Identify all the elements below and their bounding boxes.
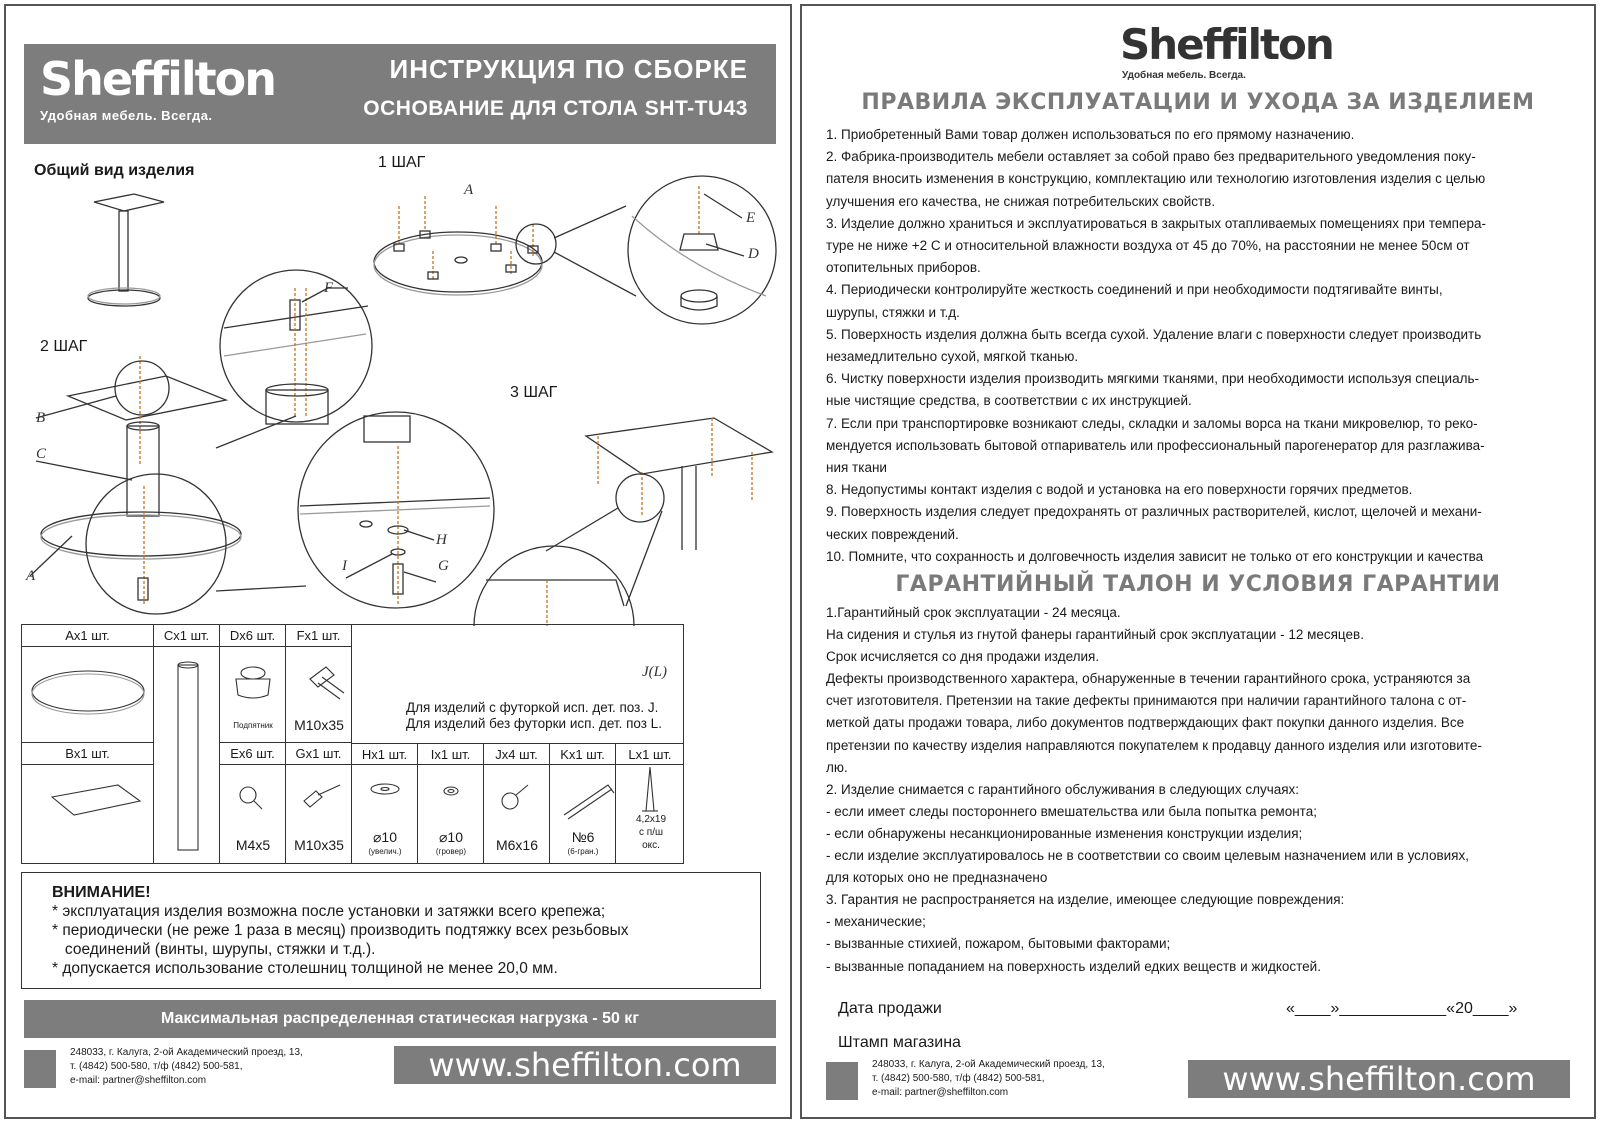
max-load-banner: Максимальная распределенная статическая нагрузка - 50 кг bbox=[24, 1000, 776, 1038]
rule-5: 5. Поверхность изделия должна быть всегда сухой. Удаление влаги с поверхности следует производить незамедлительно сухой, мягкой тканью. bbox=[826, 326, 1482, 365]
part-d-header: Dx6 шт. bbox=[220, 625, 286, 647]
warning-title: ВНИМАНИЕ! bbox=[52, 884, 151, 901]
part-k-size: №6 bbox=[571, 829, 595, 845]
futorka-note bbox=[406, 700, 662, 732]
rule-8: 8. Недопустимы контакт изделия с водой и установка на его поверхности горячих предметов. bbox=[826, 482, 1413, 498]
rules-list bbox=[826, 124, 1566, 568]
parts-pictures bbox=[22, 625, 685, 865]
step3-magnifier-icon bbox=[474, 546, 634, 626]
warranty-item-6: - если имеет следы постороннего вмешательства или была попытка ремонта; bbox=[826, 803, 1317, 819]
part-l-size: 4,2x19 с п/ш окс. bbox=[635, 814, 667, 851]
warranty-item-1: 1.Гарантийный срок эксплуатации - 24 месяца. bbox=[826, 605, 1121, 620]
sale-date-field[interactable]: «____»____________«20____» bbox=[1286, 1000, 1518, 1017]
step-1-label: 1 ШАГ bbox=[378, 154, 426, 171]
warranty-item-9: 3. Гарантия не распространяется на изделие, имеющее следующие повреждения: bbox=[826, 892, 1345, 908]
part-f-size: M10x35 bbox=[294, 717, 344, 733]
warranty-item-12: - вызванные попаданием на поверхность изделий едких веществ и жидкостей. bbox=[826, 958, 1321, 974]
part-e-header: Ex6 шт. bbox=[220, 743, 286, 765]
callout-a-step2: A bbox=[26, 568, 36, 584]
address-line-1-right: 248033, г. Калуга, 2-ой Академический проезд, 13, bbox=[872, 1059, 1105, 1070]
callout-g: G bbox=[438, 558, 449, 574]
callout-h: H bbox=[436, 532, 447, 548]
sale-date-label: Дата продажи bbox=[838, 1000, 942, 1017]
part-c-header: Cx1 шт. bbox=[154, 625, 220, 647]
warranty-item-5: 2. Изделие снимается с гарантийного обслуживания в следующих случаях: bbox=[826, 781, 1300, 797]
step2-detail-magnifier-icon bbox=[298, 412, 494, 608]
rules-title: ПРАВИЛА ЭКСПЛУАТАЦИИ И УХОДА ЗА ИЗДЕЛИЕМ bbox=[861, 90, 1535, 115]
address-line-3-right: e-mail: partner@sheffilton.com bbox=[872, 1087, 1009, 1098]
rule-6: 6. Чистку поверхности изделия производить мягкими тканями, при необходимости используя специаль- ные чистящие средства, в соответствии с их инструкцией. bbox=[826, 371, 1480, 409]
rule-2: 2. Фабрика-производитель мебели оставляет за собой право без предварительного уведомления поку- пателя вносить изменения в конструкцию, комплектацию или технологию изготовления изделия с целью улучшения его качества, не снижая потребительских свойств. bbox=[826, 149, 1486, 209]
address-line-1: 248033, г. Калуга, 2-ой Академический проезд, 13, bbox=[70, 1047, 303, 1058]
part-f-icon bbox=[310, 667, 344, 699]
callout-f: F bbox=[324, 280, 334, 296]
warranty-item-7: - если обнаружены несанкционированные изменения конструкции изделия; bbox=[826, 825, 1303, 841]
rule-10: 10. Помните, что сохранность и долговечность изделия зависит не только от его конструкции и качества bbox=[826, 548, 1484, 564]
warning-line-3: соединений (винты, шурупы, стяжки и т.д.). bbox=[52, 941, 376, 958]
part-g-icon bbox=[304, 785, 340, 807]
part-e-icon bbox=[240, 787, 262, 809]
stamp-label: Штамп магазина bbox=[838, 1034, 961, 1051]
part-k-note: (6-гран.) bbox=[567, 847, 599, 856]
part-l-header: Lx1 шт. bbox=[616, 743, 684, 765]
part-i-icon bbox=[444, 787, 458, 795]
part-h-header: Hx1 шт. bbox=[352, 743, 418, 765]
rule-1: 1. Приобретенный Вами товар должен использоваться по его прямому назначению. bbox=[826, 127, 1355, 142]
warranty-item-10: - механические; bbox=[826, 914, 926, 930]
part-g-size: M10x35 bbox=[294, 837, 344, 853]
general-view-icon bbox=[88, 194, 164, 306]
part-c-icon bbox=[178, 662, 198, 850]
part-i-note: (гровер) bbox=[435, 847, 467, 856]
part-b-icon bbox=[52, 785, 140, 815]
brand-logo-right: Sheffilton bbox=[1120, 20, 1333, 69]
rule-4: 4. Периодически контролируйте жесткость соединений и при необходимости подтягивайте винты, шурупы, стяжки и т.д. bbox=[826, 282, 1443, 320]
brand-tagline: Удобная мебель. Всегда. bbox=[40, 108, 213, 123]
warning-line-1: * эксплуатация изделия возможна после установки и затяжки всего крепежа; bbox=[52, 903, 606, 920]
callout-c: C bbox=[36, 446, 47, 462]
assembly-drawings bbox=[6, 6, 794, 626]
part-d-icon bbox=[236, 667, 270, 698]
step1-base-plate-icon bbox=[374, 196, 636, 296]
warning-line-4: * допускается использование столешниц толщиной не менее 20,0 мм. bbox=[52, 960, 558, 977]
part-l-icon bbox=[642, 767, 658, 811]
part-a-icon bbox=[32, 671, 144, 714]
warranty-item-4: Дефекты производственного характера, обнаруженные в течении гарантийного срока, устраняются за счет изготовителя. Претензии на такие дефекты принимаются при наличии гарантийного талона с от- меткой даты продажи товара, либо документов подтверждающих факт покупки данного изделия. Все претензии по качеству изделия направляются покупателем к продавцу данного изделия или изготовите- лю. bbox=[826, 671, 1482, 775]
footer-address-right bbox=[872, 1058, 1105, 1100]
step2-base-icon bbox=[30, 416, 306, 614]
parts-table bbox=[21, 624, 684, 864]
brand-tagline-right: Удобная мебель. Всегда. bbox=[1122, 70, 1246, 81]
part-a-header: Ax1 шт. bbox=[22, 625, 154, 647]
footer-address bbox=[70, 1046, 303, 1088]
callout-b: B bbox=[36, 410, 46, 426]
part-k-icon bbox=[564, 785, 614, 819]
part-f-header: Fx1 шт. bbox=[286, 625, 352, 647]
part-h-size: ⌀10 bbox=[372, 829, 397, 845]
step-2-label: 2 ШАГ bbox=[40, 338, 88, 355]
rule-9: 9. Поверхность изделия следует предохранять от различных растворителей, кислот, щелочей и механи- ческих повреждений. bbox=[826, 504, 1482, 542]
rule-3: 3. Изделие должно храниться и эксплуатироваться в закрытых отапливаемых помещениях при темпера- туре не ниже +2 С и относительной влажности воздуха от 45 до 70%, на расстоянии не менее 50см от отопительных приборов. bbox=[826, 215, 1486, 276]
warning-box bbox=[21, 872, 761, 989]
futorka-note-2: Для изделий без футорки исп. дет. поз L. bbox=[406, 716, 662, 731]
warranty-item-3: Срок исчисляется со дня продажи изделия. bbox=[826, 649, 1100, 665]
callout-e: E bbox=[746, 210, 756, 226]
instruction-title: ИНСТРУКЦИЯ ПО СБОРКЕ bbox=[389, 54, 748, 84]
warranty-item-8: - если изделие эксплуатировалось не в соответствии со своим целевым назначением или в условиях, для которых оно не предназначено bbox=[826, 848, 1469, 886]
footer-square-right bbox=[826, 1062, 858, 1100]
assembly-instruction-page bbox=[4, 4, 792, 1119]
warranty-item-11: - вызванные стихией, пожаром, бытовыми факторами; bbox=[826, 936, 1171, 952]
footer-square bbox=[24, 1050, 56, 1088]
futorka-note-1: Для изделий с футоркой исп. дет. поз. J. bbox=[406, 700, 659, 715]
step-3-label: 3 ШАГ bbox=[510, 384, 558, 401]
part-h-note: (увелич.) bbox=[368, 847, 402, 856]
general-view-label: Общий вид изделия bbox=[34, 162, 195, 179]
warranty-terms bbox=[826, 602, 1566, 978]
part-b-header: Bx1 шт. bbox=[22, 743, 154, 765]
callout-i: I bbox=[342, 558, 347, 574]
part-i-size: ⌀10 bbox=[438, 829, 463, 845]
address-line-2: т. (4842) 500-580, т/ф (4842) 500-581, bbox=[70, 1061, 243, 1072]
part-j-header: Jx4 шт. bbox=[484, 743, 550, 765]
rule-7: 7. Если при транспортировке возникают следы, складки и заломы ворса на ткани микровелюр, то реко- мендуется использовать бытовой отпариватель или профессиональный парогенератор для разглажива- ния ткани bbox=[826, 415, 1485, 476]
callout-d: D bbox=[748, 246, 759, 262]
warranty-page bbox=[800, 4, 1596, 1119]
part-d-note: Подпятник bbox=[233, 721, 273, 730]
part-h-icon bbox=[371, 784, 399, 794]
address-line-2-right: т. (4842) 500-580, т/ф (4842) 500-581, bbox=[872, 1073, 1045, 1084]
website-link[interactable]: www.sheffilton.com bbox=[394, 1046, 776, 1084]
part-i-header: Ix1 шт. bbox=[418, 743, 484, 765]
step2-magnifier-icon bbox=[220, 270, 372, 424]
step2-plate-icon bbox=[36, 356, 226, 516]
brand-logo: Sheffilton bbox=[40, 52, 275, 106]
callout-a-step1: A bbox=[464, 182, 474, 198]
address-line-3: e-mail: partner@sheffilton.com bbox=[70, 1075, 207, 1086]
part-j-icon bbox=[502, 785, 528, 809]
part-j-size: M6x16 bbox=[495, 837, 539, 853]
step3-tabletop-icon bbox=[546, 418, 772, 606]
part-e-size: M4x5 bbox=[235, 837, 271, 853]
warranty-title: ГАРАНТИЙНЫЙ ТАЛОН И УСЛОВИЯ ГАРАНТИИ bbox=[895, 572, 1501, 597]
product-title: ОСНОВАНИЕ ДЛЯ СТОЛА SHT-TU43 bbox=[363, 97, 748, 120]
part-k-header: Kx1 шт. bbox=[550, 743, 616, 765]
warranty-item-2: На сидения и стулья из гнутой фанеры гарантийный срок эксплуатации - 12 месяцев. bbox=[826, 627, 1364, 643]
part-g-header: Gx1 шт. bbox=[286, 743, 352, 765]
warning-line-2: * периодически (не реже 1 раза в месяц) производить подтяжку всех резьбовых bbox=[52, 922, 629, 939]
callout-jl: J(L) bbox=[642, 664, 667, 680]
website-link-right[interactable]: www.sheffilton.com bbox=[1188, 1060, 1570, 1098]
